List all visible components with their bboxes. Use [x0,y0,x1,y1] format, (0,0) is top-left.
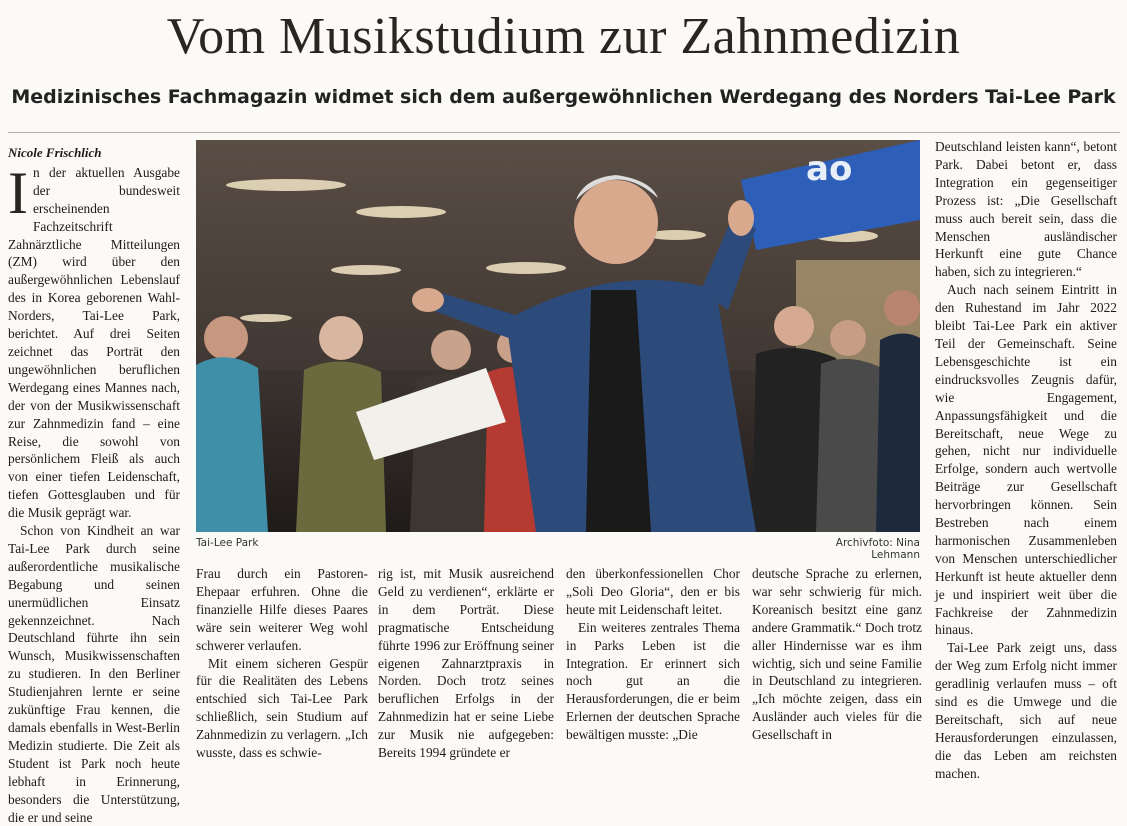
author-byline: Nicole Frischlich [8,145,102,160]
paragraph: Frau durch ein Pastoren-Ehepaar erfuhren. Ohne die finanzielle Hilfe dieses Paares wäre sein weiterer Weg wohl schwerer verlaufen. [196,566,368,653]
photo-caption: Tai-Lee Park [196,537,259,549]
header-divider [8,132,1120,133]
column-4 [566,565,740,744]
column-2 [196,565,368,762]
article-subheadline: Medizinisches Fachmagazin widmet sich dem außergewöhnlichen Werdegang des Norders Tai-Lee Park [11,86,1116,108]
column-1 [8,144,180,826]
paragraph-text: n der aktuellen Ausgabe der bundesweit erscheinenden Fachzeitschrift Zahnärztliche Mitteilungen (ZM) wird über den außergewöhnlichen Lebenslauf des in Korea geborenen Wahl-Norders, Tai-Lee Park, berichtet. Auf drei Seiten zeichnet das Porträt den ungewöhnlichen beruflichen Werdegang eines Mannes nach, der von der Musikwissenschaft zur Zahnmedizin fand – eine Reise, die sowohl von persönlichem Fleiß als auch von einer tiefen Leidenschaft, tiefen Gottesglauben und für die Musik geprägt war. [8,164,180,521]
paragraph: Auch nach seinem Eintritt in den Ruhestand im Jahr 2022 bleibt Tai-Lee Park ein aktiver Teil der Gemeinschaft. Seine Lebensgeschichte ist ein eindrucksvolles Zeugnis dafür, wie Engagement, Anpassungsfähigkeit und die Bereitschaft, neue Wege zu gehen, nicht nur individuelle Erfolge, sondern auch wertvolle Beiträge zur Gesellschaft hervorbringen können. Sein Bestreben nach einem harmonischen Zusammenleben von Menschen unterschiedlicher Herkunft ist heute aktueller denn je und inspiriert weit über die Fachkreise der Zahnmedizin hinaus. [935,282,1117,638]
paragraph: Tai-Lee Park zeigt uns, dass der Weg zum Erfolg nicht immer geradlinig verlaufen muss – oft sind es die Umwege und die Bereitschaft, sich auf neue Herausforderungen einzulassen, die das Leben am reichsten machen. [935,640,1117,781]
paragraph: Schon von Kindheit an war Tai-Lee Park durch seine außerordentliche musikalische Begabung und seinen unermüdlichen Einsatz gekennzeichnet. Nach Deutschland führte ihn sein Wunsch, Musikwissenschaften zu studieren. In den Berliner Studienjahren lernte er seine zukünftige Frau kennen, die damals ebenfalls in West-Berlin Medizin studierte. Die Zeit als Student ist Park noch heute lebhaft in Erinnerung, besonders die Unterstützung, die er und seine [8,523,180,825]
paragraph-intro [8,159,180,522]
column-6 [935,138,1117,783]
paragraph: deutsche Sprache zu erlernen, war sehr schwierig für mich. Koreanisch besitzt eine ganz andere Grammatik.“ Doch trotz aller Hindernisse war es ihm wichtig, sich und seine Familie in Deutschland zu integrieren. „Ich möchte zeigen, dass ein Ausländer auch vieles für die Gesellschaft in [752,566,922,743]
photo-credit: Archivfoto: Nina Lehmann [835,537,920,561]
paragraph: Deutschland leisten kann“, betont Park. Dabei betont er, dass Integration ein gegenseitiger Prozess ist: „Die Gesellschaft muss auch bereit sein, dass die Menschen ausländischer Herkunft eine gute Chance haben, sich zu integrieren.“ [935,139,1117,280]
paragraph: Ein weiteres zentrales Thema in Parks Leben ist die Integration. Er erinnert sich noch gut an die Herausforderungen, die er beim Erlernen der deutschen Sprache bewältigen musste: „Die [566,619,740,743]
column-5 [752,565,922,744]
column-3 [378,565,554,762]
paragraph: Mit einem sicheren Gespür für die Realitäten des Lebens entschied sich Tai-Lee Park schließlich, sein Studium auf Zahnmedizin zu verlagern. „Ich wusste, dass es schwie- [196,655,368,761]
paragraph: den überkonfessionellen Chor „Soli Deo Gloria“, den er bis heute mit Leidenschaft leitet. [566,566,740,617]
svg-text:ao: ao [806,149,853,189]
paragraph: rig ist, mit Musik ausreichend Geld zu verdienen“, erklärte er in dem Porträt. Diese pragmatische Entscheidung führte 1996 zur Eröffnung seiner eigenen Zahnarztpraxis in Norden. Doch trotz seines beruflichen Erfolgs in der Zahnmedizin hat er seine Liebe zur Musik nie aufgegeben: Bereits 1994 gründete er [378,566,555,761]
article-photo [196,140,920,532]
article-headline: Vom Musikstudium zur Zahnmedizin [166,8,961,65]
choir-photo-illustration [196,140,920,532]
drop-cap: I [8,159,28,226]
